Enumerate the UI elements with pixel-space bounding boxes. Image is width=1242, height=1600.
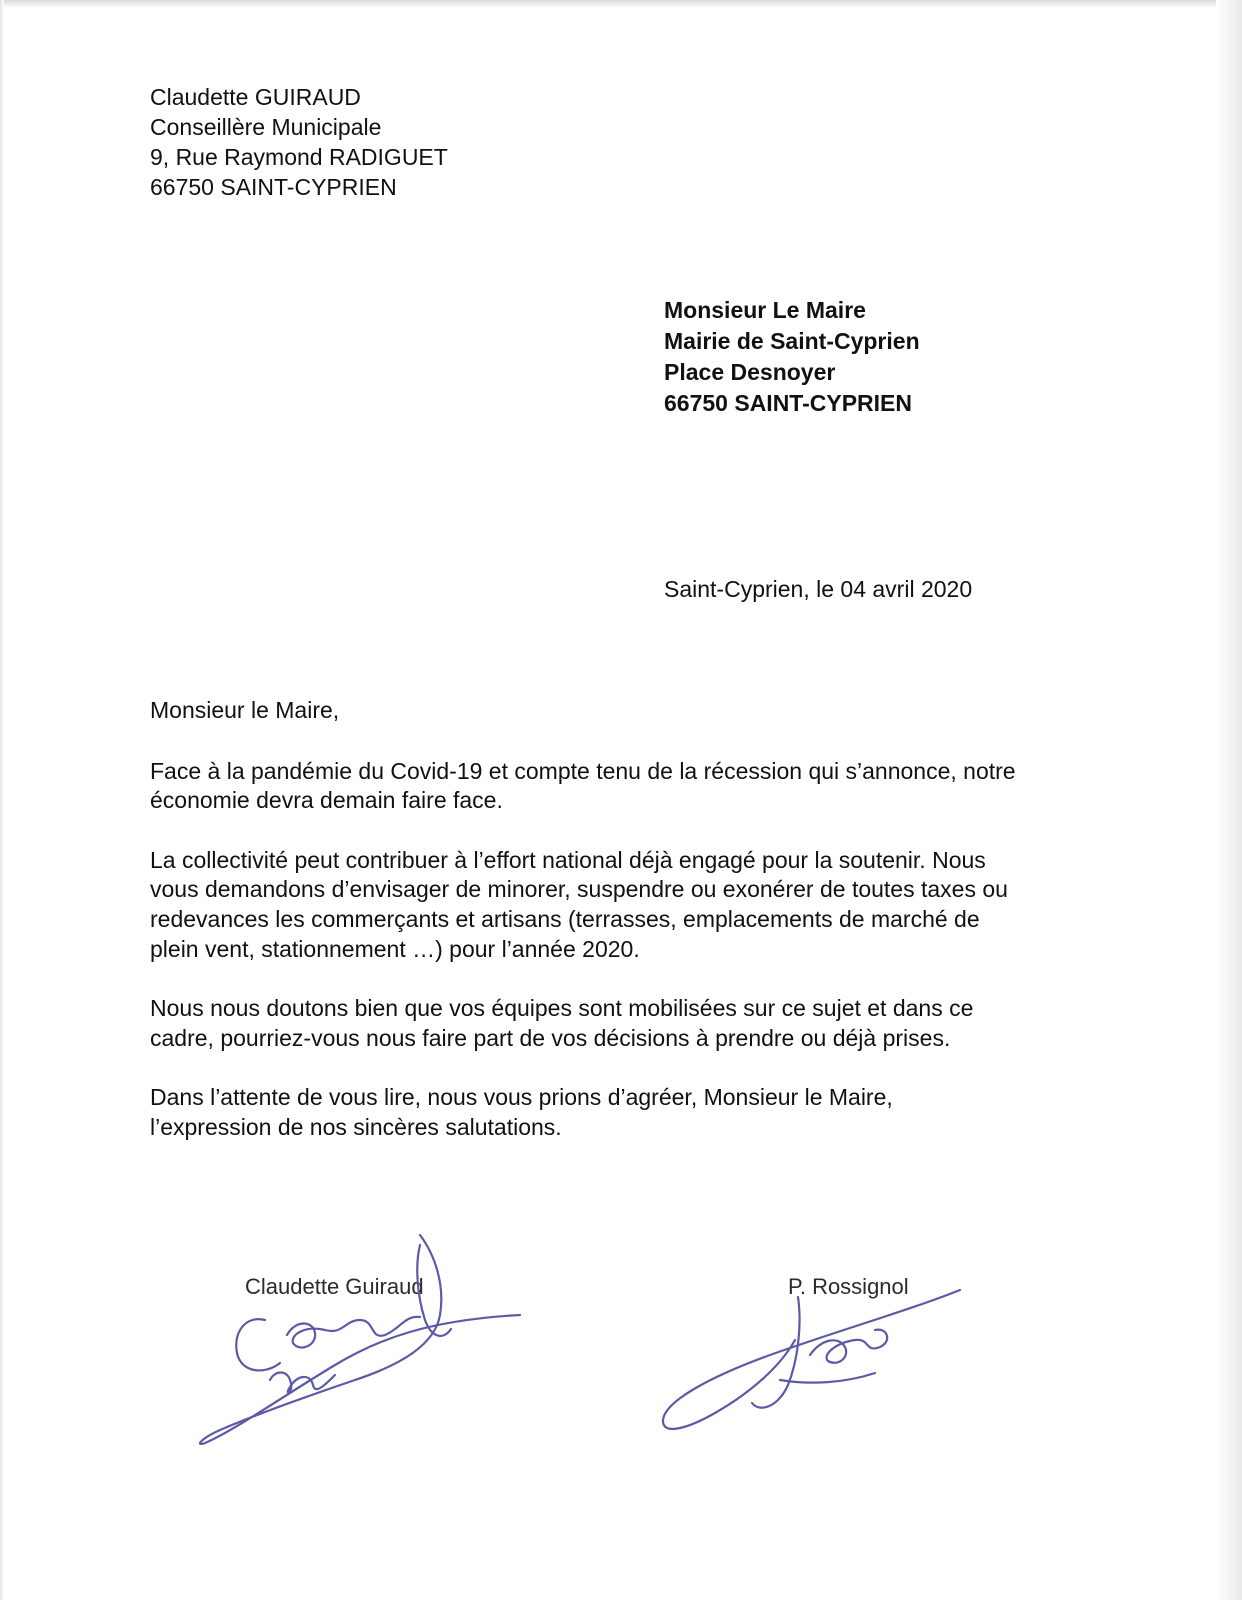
- sender-name: Claudette GUIRAUD: [150, 84, 361, 110]
- sender-city: 66750 SAINT-CYPRIEN: [150, 174, 397, 200]
- paragraph-line: redevances les commerçants et artisans (terrasses, emplacements de marché de: [150, 905, 980, 932]
- signature-stroke: [236, 1319, 280, 1370]
- paragraph-line: Face à la pandémie du Covid-19 et compte tenu de la récession qui s’annonce, notre: [150, 757, 1016, 784]
- recipient-organization: Mairie de Saint-Cyprien: [664, 328, 920, 354]
- recipient-address-block: [664, 295, 920, 419]
- signature-stroke: [663, 1290, 960, 1429]
- signature-stroke: [200, 1235, 520, 1444]
- letter-paragraph: [150, 846, 1090, 964]
- sender-address-block: [150, 82, 448, 202]
- recipient-city: 66750 SAINT-CYPRIEN: [664, 390, 912, 416]
- recipient-name: Monsieur Le Maire: [664, 297, 866, 323]
- paragraph-line: Dans l’attente de vous lire, nous vous prions d’agréer, Monsieur le Maire,: [150, 1084, 893, 1111]
- page-left-shadow: [0, 0, 4, 1600]
- signature-stroke: [810, 1330, 887, 1363]
- sender-title: Conseillère Municipale: [150, 114, 382, 140]
- paragraph-line: économie devra demain faire face.: [150, 787, 503, 814]
- signatory-name-left: Claudette Guiraud: [245, 1274, 424, 1299]
- signature-claudette-guiraud: [195, 1225, 535, 1465]
- paragraph-line: vous demandons d’envisager de minorer, suspendre ou exonérer de toutes taxes ou: [150, 876, 1008, 903]
- paragraph-line: l’expression de nos sincères salutations.: [150, 1113, 562, 1140]
- recipient-street: Place Desnoyer: [664, 359, 836, 385]
- signature-stroke: [287, 1317, 420, 1348]
- paragraph-line: La collectivité peut contribuer à l’effort national déjà engagé pour la soutenir. Nous: [150, 846, 986, 873]
- paragraph-line: Nous nous doutons bien que vos équipes sont mobilisées sur ce sujet et dans ce: [150, 995, 974, 1022]
- letter-paragraph: [150, 757, 1090, 816]
- paragraph-line: plein vent, stationnement …) pour l’année 2020.: [150, 935, 640, 962]
- signature-p-rossignol: [660, 1285, 980, 1455]
- sender-street: 9, Rue Raymond RADIGUET: [150, 144, 448, 170]
- page-right-shadow: [1216, 0, 1242, 1600]
- signatory-name-right: P. Rossignol: [788, 1274, 909, 1299]
- letter-paragraph: [150, 1083, 1090, 1142]
- letter-paragraph: [150, 994, 1090, 1053]
- paragraph-line: cadre, pourriez-vous nous faire part de vos décisions à prendre ou déjà prises.: [150, 1024, 951, 1051]
- letter-date: Saint-Cyprien, le 04 avril 2020: [664, 576, 973, 602]
- letter-salutation: Monsieur le Maire,: [150, 697, 340, 723]
- letter-body: [150, 696, 1090, 1173]
- signature-stroke: [780, 1373, 875, 1383]
- page-top-shadow: [0, 0, 1242, 8]
